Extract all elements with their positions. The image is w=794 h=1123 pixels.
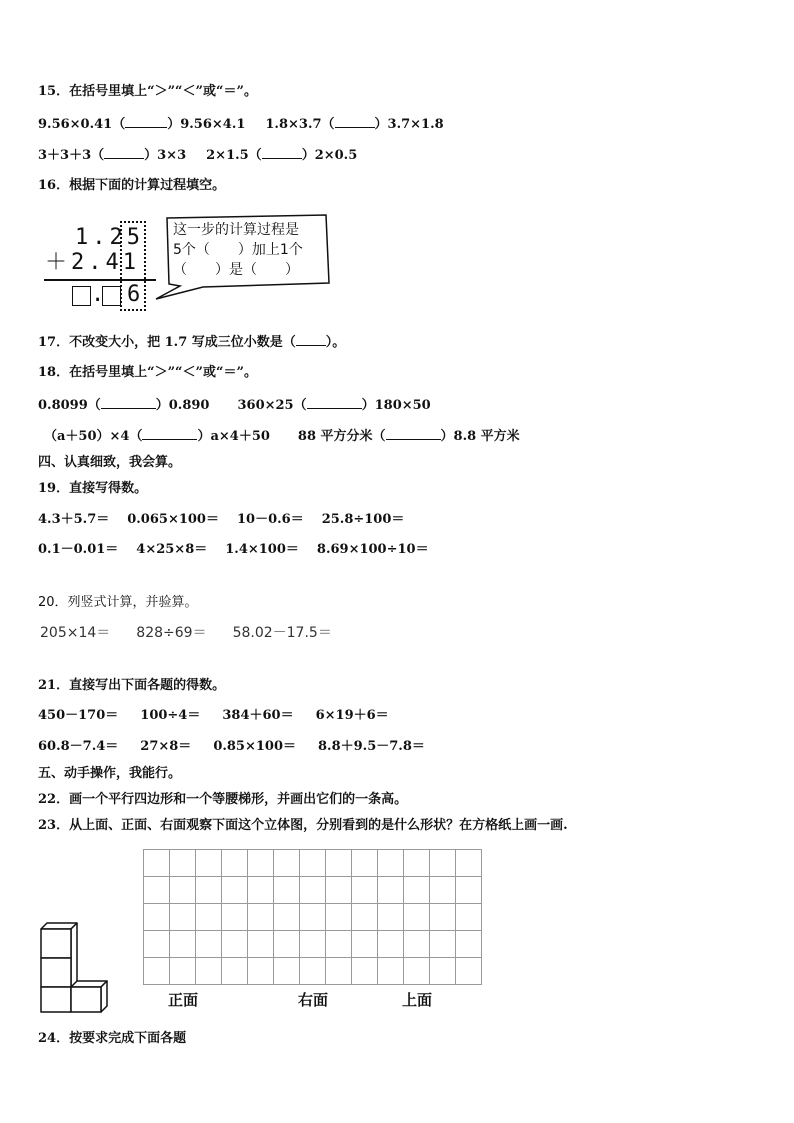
q15-r1-a: 9.56×0.41（ [38,117,126,132]
grid-cell[interactable] [196,931,222,958]
answer-blank[interactable] [104,147,144,159]
grid-cell[interactable] [404,850,430,877]
q17-text-b: ）。 [325,335,346,350]
grid-cell[interactable] [196,904,222,931]
q19-item: 0.1－0.01＝ [38,542,119,557]
q18-r2-d: ）8.8 平方米 [440,429,520,444]
grid-cell[interactable] [248,904,274,931]
q21-row1 [38,708,389,724]
q19-title: 19．直接写得数。 [38,481,148,496]
grid-cell[interactable] [170,904,196,931]
q21-item: 60.8－7.4＝ [38,739,119,754]
q21-item: 6×19＋6＝ [315,708,389,723]
label-top: 上面 [402,991,433,1009]
q18-r2-a: （a＋50）×4（ [44,429,143,444]
q15-r1-b: ）9.56×4.1 [167,117,246,132]
grid-cell[interactable] [352,877,378,904]
q15-r1-d: ）3.7×1.8 [374,117,444,132]
grid-cell[interactable] [300,877,326,904]
q21-row2 [38,739,425,755]
sum-box-tens[interactable] [72,286,91,306]
q19-item: 0.065×100＝ [127,512,219,527]
q21-item: 384＋60＝ [222,708,294,723]
q18-r1-a: 0.8099（ [38,398,101,413]
answer-blank[interactable] [307,397,362,409]
grid-cell[interactable] [300,904,326,931]
q22: 22．画一个平行四边形和一个等腰梯形，并画出它们的一条高。 [38,792,408,807]
grid-cell[interactable] [430,904,456,931]
grid-cell[interactable] [326,904,352,931]
grid-cell[interactable] [456,931,482,958]
addend-2: ＋2.41 [45,250,140,275]
q18-r1-d: ）180×50 [361,398,431,413]
q15-r1-c: 1.8×3.7（ [265,117,335,132]
q18-row1 [38,397,431,414]
q15-row2 [38,147,357,164]
q21-item: 8.8＋9.5－7.8＝ [318,739,425,754]
q19-item: 4×25×8＝ [136,542,208,557]
answer-blank[interactable] [142,428,197,440]
q19-row2 [38,542,429,558]
grid-cell[interactable] [274,958,300,985]
q18-r1-c: 360×25（ [237,398,307,413]
grid-cell[interactable] [326,877,352,904]
grid-cell[interactable] [274,904,300,931]
grid-cell[interactable] [430,931,456,958]
grid-cell[interactable] [378,958,404,985]
answer-blank[interactable] [335,116,375,128]
grid-cell[interactable] [274,877,300,904]
bubble-line-1: 这一步的计算过程是 [173,222,299,238]
grid-cell[interactable] [144,850,170,877]
addend-1: 1.25 [75,225,144,250]
q15-title: 15．在括号里填上“＞”“＜”或“＝”。 [38,84,257,99]
bubble-line-3: （ ）是（ ） [173,262,299,278]
grid-cell[interactable] [222,958,248,985]
grid-cell[interactable] [352,958,378,985]
q20-items [40,625,332,641]
answer-blank[interactable] [125,116,167,128]
grid-cell[interactable] [456,904,482,931]
grid-cell[interactable] [248,850,274,877]
grid-cell[interactable] [378,877,404,904]
grid-cell[interactable] [248,958,274,985]
grid-cell[interactable] [352,850,378,877]
grid-cell[interactable] [274,931,300,958]
q18-r2-b: ）a×4＋50 [197,429,270,444]
grid-cell[interactable] [404,877,430,904]
grid-cell[interactable] [404,958,430,985]
grid-cell[interactable] [404,904,430,931]
answer-blank[interactable] [386,428,441,440]
grid-cell[interactable] [274,850,300,877]
answer-blank[interactable] [262,147,302,159]
q19-row1 [38,512,404,528]
grid-cell[interactable] [196,850,222,877]
grid-cell[interactable] [430,958,456,985]
grid-cell[interactable] [430,877,456,904]
grid-cell[interactable] [248,931,274,958]
answer-blank[interactable] [296,334,326,346]
q15-row1 [38,116,444,133]
grid-cell[interactable] [352,904,378,931]
q18-title: 18．在括号里填上“＞”“＜”或“＝”。 [38,365,257,380]
q20-item: 828÷69＝ [136,625,207,641]
grid-cell[interactable] [144,877,170,904]
grid-cell[interactable] [404,931,430,958]
answer-blank[interactable] [101,397,156,409]
q19-item: 4.3＋5.7＝ [38,512,110,527]
grid-cell[interactable] [378,850,404,877]
bubble-line-2: 5个（ ）加上1个 [173,242,303,258]
q15-r2-b: ）3×3 [144,148,187,163]
q16-title: 16．根据下面的计算过程填空。 [38,178,226,193]
grid-cell[interactable] [222,904,248,931]
q23-title: 23．从上面、正面、右面观察下面这个立体图，分别看到的是什么形状？在方格纸上画一画. [38,818,568,833]
q19-item: 8.69×100÷10＝ [316,542,429,557]
q21-item: 0.85×100＝ [213,739,297,754]
grid-cell[interactable] [456,958,482,985]
grid-cell[interactable] [300,850,326,877]
section-4-heading: 四、认真细致，我会算。 [38,455,182,470]
q19-item: 1.4×100＝ [225,542,299,557]
q19-item: 10－0.6＝ [236,512,304,527]
stacked-cubes-figure [38,920,114,1015]
q15-r2-c: 2×1.5（ [206,148,262,163]
q18-r1-b: ）0.890 [155,398,210,413]
grid-cell[interactable] [430,850,456,877]
q19-item: 25.8÷100＝ [321,512,405,527]
grid-cell[interactable] [326,850,352,877]
q18-row2 [44,428,520,445]
q20-item: 58.02－17.5＝ [232,625,332,641]
q20-item: 205×14＝ [40,625,111,641]
q15-r2-d: ）2×0.5 [301,148,358,163]
square-grid-paper[interactable] [143,849,482,985]
grid-cell[interactable] [144,958,170,985]
sum-digit: 6 [127,282,141,307]
label-front: 正面 [168,991,199,1009]
section-5-heading: 五、动手操作，我能行。 [38,766,182,781]
grid-cell[interactable] [456,877,482,904]
grid-cell[interactable] [170,877,196,904]
grid-cell[interactable] [300,958,326,985]
q21-item: 450－170＝ [38,708,119,723]
q21-item: 100÷4＝ [140,708,201,723]
grid-cell[interactable] [326,958,352,985]
grid-cell[interactable] [352,931,378,958]
label-right: 右面 [298,991,329,1009]
q21-title: 21．直接写出下面各题的得数。 [38,678,226,693]
q24: 24．按要求完成下面各题 [38,1031,187,1046]
grid-cell[interactable] [378,931,404,958]
grid-cell[interactable] [196,958,222,985]
q20-title: 20．列竖式计算，并验算。 [38,595,198,610]
grid-cell[interactable] [170,958,196,985]
grid-cell[interactable] [144,931,170,958]
q17-text-a: 17．不改变大小，把 1.7 写成三位小数是（ [38,335,296,350]
grid-cell[interactable] [222,931,248,958]
grid-cell[interactable] [300,931,326,958]
grid-cell[interactable] [222,877,248,904]
q18-r2-c: 88 平方分米（ [297,429,386,444]
sum-box-tenths[interactable] [102,286,121,306]
grid-cell[interactable] [170,850,196,877]
grid-cell[interactable] [248,877,274,904]
grid-cell[interactable] [456,850,482,877]
grid-cell[interactable] [170,931,196,958]
q15-r2-a: 3＋3＋3（ [38,148,105,163]
q17 [38,334,345,351]
grid-cell[interactable] [196,877,222,904]
grid-cell[interactable] [144,904,170,931]
q21-item: 27×8＝ [140,739,192,754]
grid-cell[interactable] [378,904,404,931]
grid-cell[interactable] [222,850,248,877]
sum-decimal-point: . [91,282,105,307]
grid-cell[interactable] [326,931,352,958]
